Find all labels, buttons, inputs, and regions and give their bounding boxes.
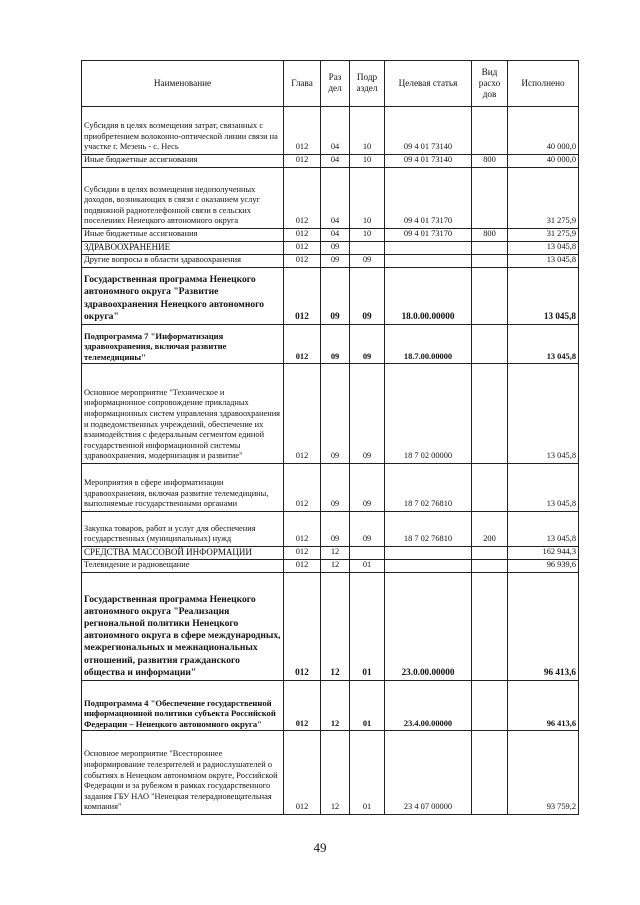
row-value: 40 000,0: [508, 155, 579, 168]
row-vid: 200: [472, 512, 508, 547]
header-executed: Исполнено: [508, 61, 579, 107]
row-glava: 012: [284, 464, 321, 512]
row-podrazdel: 01: [350, 573, 385, 681]
row-glava: 012: [284, 512, 321, 547]
row-glava: 012: [284, 242, 321, 255]
table-row: [82, 731, 579, 815]
row-value: 13 045,8: [508, 242, 579, 255]
table-row: [82, 229, 579, 242]
row-glava: 012: [284, 731, 321, 815]
row-vid: [472, 242, 508, 255]
row-value: 93 759,2: [508, 731, 579, 815]
row-razdel: 12: [321, 547, 350, 560]
table-row: [82, 512, 579, 547]
row-razdel: 04: [321, 229, 350, 242]
row-name: Другие вопросы в области здравоохранения: [82, 255, 284, 268]
row-value: 162 944,3: [508, 547, 579, 560]
row-podrazdel: 09: [350, 364, 385, 464]
row-razdel: 04: [321, 155, 350, 168]
row-target: 09 4 01 73170: [385, 168, 472, 229]
row-vid: [472, 681, 508, 731]
row-podrazdel: 01: [350, 681, 385, 731]
row-razdel: 04: [321, 168, 350, 229]
row-vid: [472, 364, 508, 464]
row-podrazdel: 10: [350, 168, 385, 229]
row-value: 31 275,9: [508, 168, 579, 229]
table-row: [82, 547, 579, 560]
row-value: 13 045,8: [508, 364, 579, 464]
header-podrazdel: Подр аздел: [350, 61, 385, 107]
table-row: [82, 255, 579, 268]
table-row: [82, 155, 579, 168]
row-vid: [472, 107, 508, 155]
table-row: [82, 364, 579, 464]
header-vid: Вид расхо дов: [472, 61, 508, 107]
row-name: Государственная программа Ненецкого автономного округа "Развитие здравоохранения Ненецкого автономного округа": [82, 268, 284, 325]
row-value: 96 413,6: [508, 681, 579, 731]
row-target: 23 4 07 00000: [385, 731, 472, 815]
header-razdel: Раз дел: [321, 61, 350, 107]
row-podrazdel: 09: [350, 255, 385, 268]
page-number: 49: [313, 840, 327, 855]
row-vid: [472, 464, 508, 512]
row-target: [385, 255, 472, 268]
row-razdel: 09: [321, 464, 350, 512]
row-glava: 012: [284, 573, 321, 681]
row-name: Мероприятия в сфере информатизации здравоохранения, включая развитие телемедицины, выполняемые государственными органами: [82, 464, 284, 512]
row-target: 09 4 01 73140: [385, 107, 472, 155]
row-podrazdel: [350, 242, 385, 255]
row-value: 13 045,8: [508, 255, 579, 268]
row-razdel: 12: [321, 560, 350, 573]
row-target: 18 7 02 76810: [385, 512, 472, 547]
row-podrazdel: 10: [350, 155, 385, 168]
row-name: Телевидение и радиовещание: [82, 560, 284, 573]
row-target: [385, 242, 472, 255]
row-name: Государственная программа Ненецкого автономного округа "Реализация региональной политики Ненецкого автономного округа в сфере международных, межрегиональных и межнациональных отношений, развития гражданского общества и информации": [82, 573, 284, 681]
table-row: [82, 268, 579, 325]
row-target: 18.7.00.00000: [385, 325, 472, 364]
row-target: 23.4.00.00000: [385, 681, 472, 731]
row-value: 96 939,6: [508, 560, 579, 573]
table-row: [82, 573, 579, 681]
row-target: 18.0.00.00000: [385, 268, 472, 325]
table-row: [82, 242, 579, 255]
row-glava: 012: [284, 681, 321, 731]
row-name: Субсидия в целях возмещения затрат, связанных с приобретением волоконно-оптической линии связи на участке г. Мезень - с. Несь: [82, 107, 284, 155]
table-row: [82, 681, 579, 731]
row-razdel: 09: [321, 325, 350, 364]
row-glava: 012: [284, 364, 321, 464]
row-name: Субсидии в целях возмещения недополученных доходов, возникающих в связи с оказанием услуг подвижной радиотелефонной связи в сельских поселениях Ненецкого автономного округа: [82, 168, 284, 229]
row-vid: [472, 325, 508, 364]
row-podrazdel: 01: [350, 731, 385, 815]
row-name: Закупка товаров, работ и услуг для обеспечения государственных (муниципальных) нужд: [82, 512, 284, 547]
row-vid: [472, 255, 508, 268]
row-name: Основное мероприятие "Техническое и информационное сопровождение прикладных информационных систем управления здравоохранения и подведомственных учреждений, обеспечение их взаимодействия с федеральным сегментом единой государственной информационной системы здравоохранения, модернизация и развитие": [82, 364, 284, 464]
row-glava: 012: [284, 155, 321, 168]
row-value: 13 045,8: [508, 268, 579, 325]
row-target: 09 4 01 73140: [385, 155, 472, 168]
row-glava: 012: [284, 168, 321, 229]
row-razdel: 12: [321, 681, 350, 731]
row-podrazdel: 09: [350, 464, 385, 512]
row-target: [385, 547, 472, 560]
row-name: Основное мероприятие "Всестороннее информирование телезрителей и радиослушателей о событиях в Ненецком автономном округе, Российской Федерации и за рубежом в рамках государственного задания ГБУ НАО "Ненецкая телерадиовещательная компания": [82, 731, 284, 815]
row-podrazdel: 01: [350, 560, 385, 573]
row-vid: [472, 573, 508, 681]
row-name: ЗДРАВООХРАНЕНИЕ: [82, 242, 284, 255]
row-podrazdel: 09: [350, 512, 385, 547]
row-razdel: 09: [321, 512, 350, 547]
row-vid: [472, 168, 508, 229]
table-row: [82, 464, 579, 512]
header-target: Целевая статья: [385, 61, 472, 107]
row-razdel: 12: [321, 731, 350, 815]
row-razdel: 04: [321, 107, 350, 155]
row-podrazdel: 10: [350, 229, 385, 242]
row-value: 96 413,6: [508, 573, 579, 681]
table-row: [82, 107, 579, 155]
row-vid: [472, 547, 508, 560]
row-name: Иные бюджетные ассигнования: [82, 229, 284, 242]
row-glava: 012: [284, 547, 321, 560]
row-vid: [472, 268, 508, 325]
table-row: [82, 325, 579, 364]
row-vid: [472, 731, 508, 815]
row-target: 18 7 02 00000: [385, 364, 472, 464]
row-value: 13 045,8: [508, 464, 579, 512]
row-name: Подпрограмма 4 "Обеспечение государственной информационной политики субъекта Российской Федерации – Ненецкого автономного округа": [82, 681, 284, 731]
row-razdel: 12: [321, 573, 350, 681]
row-target: 23.0.00.00000: [385, 573, 472, 681]
row-value: 31 275,9: [508, 229, 579, 242]
row-vid: [472, 560, 508, 573]
row-name: Подпрограмма 7 "Информатизация здравоохранения, включая развитие телемедицины": [82, 325, 284, 364]
row-podrazdel: 09: [350, 325, 385, 364]
row-target: 18 7 02 76810: [385, 464, 472, 512]
row-podrazdel: 09: [350, 268, 385, 325]
row-podrazdel: [350, 547, 385, 560]
table-header-row: [82, 61, 579, 107]
row-glava: 012: [284, 268, 321, 325]
row-name: Иные бюджетные ассигнования: [82, 155, 284, 168]
row-razdel: 09: [321, 255, 350, 268]
row-vid: 800: [472, 229, 508, 242]
row-razdel: 09: [321, 242, 350, 255]
row-glava: 012: [284, 229, 321, 242]
row-vid: 800: [472, 155, 508, 168]
row-value: 13 045,8: [508, 512, 579, 547]
row-glava: 012: [284, 325, 321, 364]
header-glava: Глава: [284, 61, 321, 107]
row-glava: 012: [284, 107, 321, 155]
row-glava: 012: [284, 255, 321, 268]
table-row: [82, 560, 579, 573]
row-value: 13 045,8: [508, 325, 579, 364]
row-name: СРЕДСТВА МАССОВОЙ ИНФОРМАЦИИ: [82, 547, 284, 560]
row-razdel: 09: [321, 364, 350, 464]
row-value: 40 000,0: [508, 107, 579, 155]
row-podrazdel: 10: [350, 107, 385, 155]
budget-table: [81, 60, 579, 815]
table-row: [82, 168, 579, 229]
row-target: 09 4 01 73170: [385, 229, 472, 242]
row-razdel: 09: [321, 268, 350, 325]
row-target: [385, 560, 472, 573]
budget-table-sheet: [81, 60, 578, 815]
header-name: Наименование: [82, 61, 284, 107]
row-glava: 012: [284, 560, 321, 573]
